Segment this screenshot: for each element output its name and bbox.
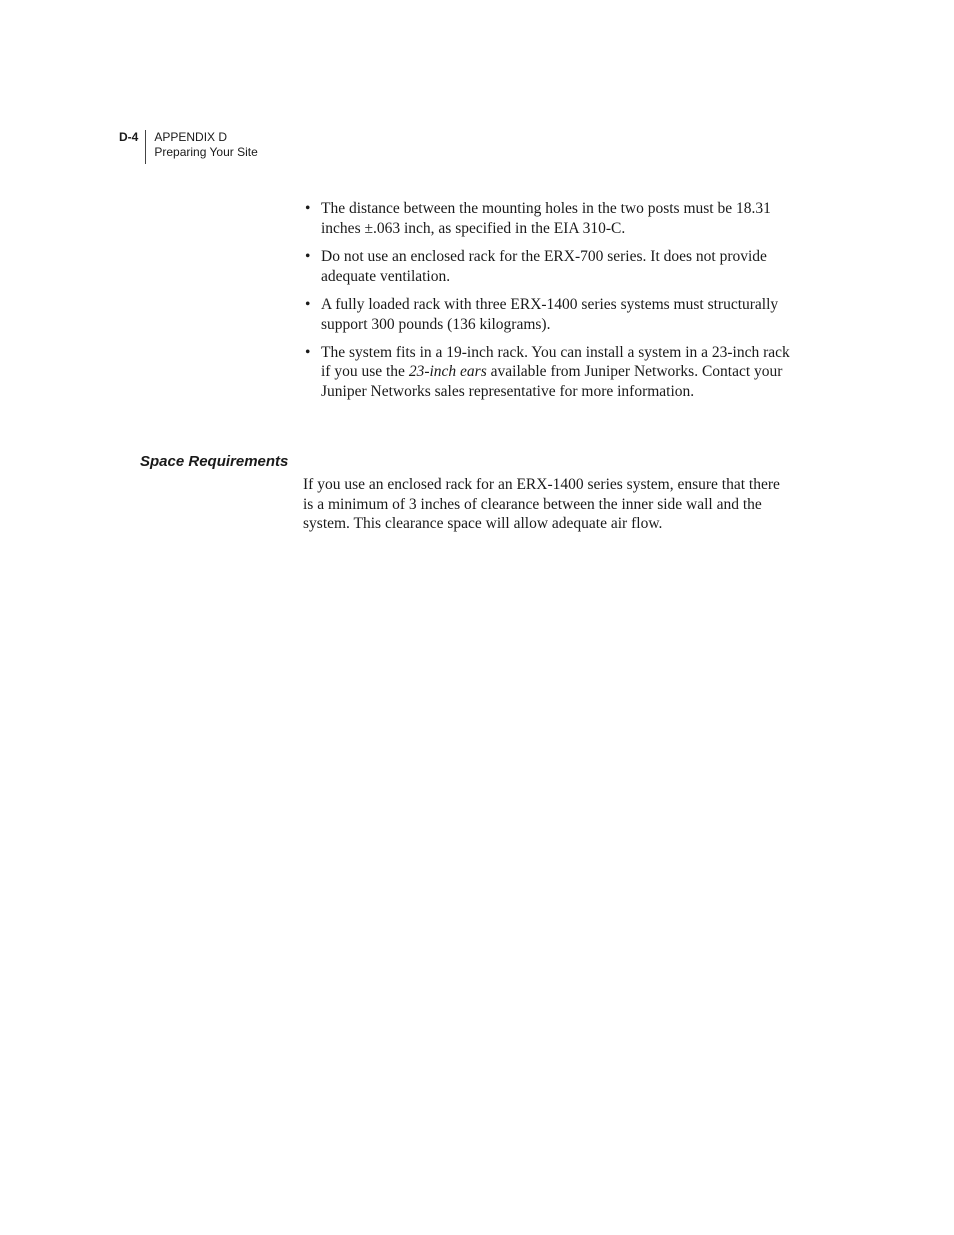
bullet-icon: • — [305, 200, 311, 217]
chapter-title: Preparing Your Site — [154, 145, 258, 159]
section-heading: Space Requirements — [140, 453, 289, 470]
running-header — [119, 130, 258, 164]
list-item-text: A fully loaded rack with three ERX-1400 series systems must structurally support 300 pounds (136 kilograms). — [321, 295, 779, 333]
page-number: D-4 — [119, 130, 139, 144]
list-item-text-before: The system fits in a 19-inch rack. You can install a system in a 23-inch rack if you use the — [321, 343, 790, 381]
rack-requirements-list — [303, 199, 793, 410]
list-item-text-after: available from Juniper Networks. Contact your Juniper Networks sales representative for more information. — [321, 363, 783, 401]
header-text — [146, 130, 257, 160]
bullet-icon: • — [305, 343, 311, 361]
list-item-text — [321, 344, 790, 400]
emphasized-term: 23-inch ears — [408, 363, 487, 381]
bullet-icon: • — [305, 247, 311, 265]
list-item-text: Do not use an enclosed rack for the ERX-700 series. It does not provide adequate ventilation. — [321, 247, 767, 285]
list-item — [303, 343, 793, 402]
list-item — [303, 295, 793, 334]
list-item-text: The distance between the mounting holes in the two posts must be 18.31 inches ±.063 inch, as specified in the EIA 310-C. — [321, 200, 771, 237]
list-item — [303, 199, 793, 238]
bullet-icon: • — [305, 295, 311, 313]
list-item — [303, 247, 793, 286]
appendix-label: APPENDIX D — [154, 130, 228, 144]
body-paragraph: If you use an enclosed rack for an ERX-1400 series system, ensure that there is a minimum of 3 inches of clearance between the inner side wall and the system. This clearance space will allow adequate air flow. — [303, 476, 780, 533]
